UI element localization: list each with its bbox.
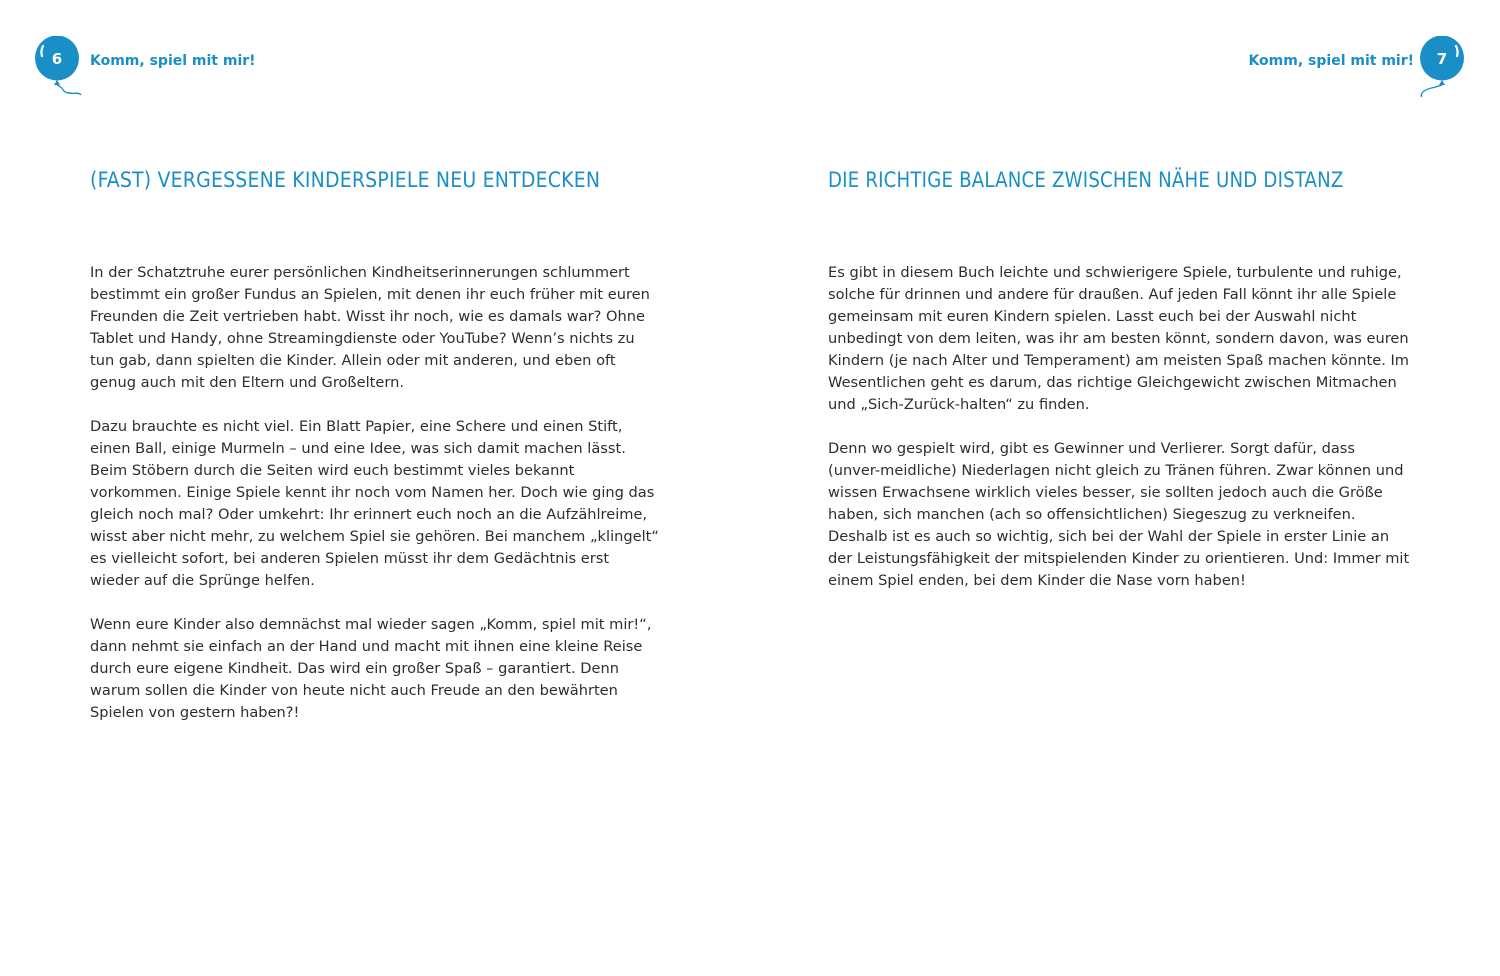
body-text <box>90 262 662 746</box>
page-number-balloon-right <box>1420 36 1466 92</box>
page-number: 6 <box>51 50 63 68</box>
paragraph: Dazu brauchte es nicht viel. Ein Blatt Papier, eine Schere und einen Stift, einen Ball, einige Murmeln – und eine Idee, was sich damit machen lässt. Beim Stöbern durch die Seiten wird euch bestimmt vieles bekannt vorkommen. Einige Spiele kennt ihr noch vom Namen her. Doch wie ging das gleich noch mal? Oder umkehrt: Ihr erinnert euch noch an die Aufzählreime, wisst aber nicht mehr, zu welchem Spiel sie gehören. Bei manchem „klingelt“ es vielleicht sofort, bei anderen Spielen müsst ihr dem Gedächtnis erst wieder auf die Sprünge helfen. <box>90 418 659 589</box>
running-head: Komm, spiel mit mir! <box>90 53 256 69</box>
page-number-balloon-left <box>35 36 81 92</box>
section-headline: DIE RICHTIGE BALANCE ZWISCHEN NÄHE UND DISTANZ <box>828 168 1344 192</box>
right-page <box>750 0 1500 976</box>
body-text <box>828 262 1410 614</box>
paragraph: Wenn eure Kinder also demnächst mal wieder sagen „Komm, spiel mit mir!“, dann nehmt sie einfach an der Hand und macht mit ihnen eine kleine Reise durch eure eigene Kindheit. Das wird ein großer Spaß – garantiert. Denn warum sollen die Kinder von heute nicht auch Freude an den bewährten Spielen von gestern haben?! <box>90 616 652 721</box>
paragraph: In der Schatztruhe eurer persönlichen Kindheitserinnerungen schlummert bestimmt ein großer Fundus an Spielen, mit denen ihr euch früher mit euren Freunden die Zeit vertrieben habt. Wisst ihr noch, wie es damals war? Ohne Tablet und Handy, ohne Streamingdienste oder YouTube? Wenn’s nichts zu tun gab, dann spielten die Kinder. Allein oder mit anderen, und eben oft genug auch mit den Eltern und Großeltern. <box>90 264 650 391</box>
page-number: 7 <box>1436 50 1448 68</box>
running-head: Komm, spiel mit mir! <box>1248 53 1414 69</box>
section-headline: (FAST) VERGESSENE KINDERSPIELE NEU ENTDECKEN <box>90 168 601 192</box>
paragraph: Es gibt in diesem Buch leichte und schwierigere Spiele, turbulente und ruhige, solche für drinnen und andere für draußen. Auf jeden Fall könnt ihr alle Spiele gemeinsam mit euren Kindern spielen. Lasst euch bei der Auswahl nicht unbedingt von dem leiten, was ihr am besten könnt, sondern davon, was euren Kindern (je nach Alter und Temperament) am meisten Spaß machen könnte. Im Wesentlichen geht es darum, das richtige Gleichgewicht zwischen Mitmachen und „Sich-Zurück-halten“ zu finden. <box>828 264 1410 413</box>
paragraph: Denn wo gespielt wird, gibt es Gewinner und Verlierer. Sorgt dafür, dass (unver-meidliche) Niederlagen nicht gleich zu Tränen führen. Zwar können und wissen Erwachsene wirklich vieles besser, sie sollten jedoch auch die Größe haben, sich manchen (ach so offensichtlichen) Siegeszug zu verkneifen. Deshalb ist es auch so wichtig, sich bei der Wahl der Spiele in erster Linie an der Leistungsfähigkeit der mitspielenden Kinder zu orientieren. Und: Immer mit einem Spiel enden, bei dem Kinder die Nase vorn haben! <box>828 440 1410 589</box>
